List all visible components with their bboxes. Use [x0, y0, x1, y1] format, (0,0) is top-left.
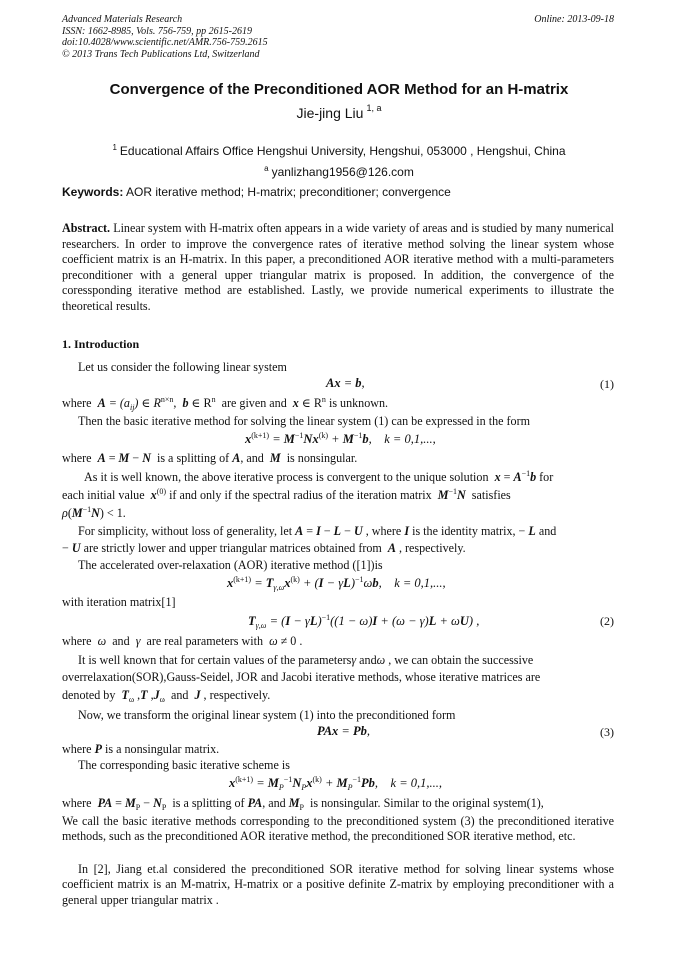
p9-mid: is a splitting of — [172, 796, 245, 810]
eq-number-3: (3) — [600, 725, 614, 739]
author-line — [0, 103, 678, 121]
intro-p6c: denoted by $T_\omega$ ,T $,J_\omega$ and J , respectively. — [62, 688, 271, 704]
spectral-condition: $\rho(M^{-1}N) < 1$. — [62, 505, 126, 520]
affiliation-text: Educational Affairs Office Hengshui University, Hengshui, 053000 , Hengshui, China — [119, 144, 566, 158]
affiliation — [0, 143, 678, 158]
author-name: Jie-jing Liu — [296, 105, 364, 121]
keywords-label: Keywords: — [62, 185, 124, 199]
where1-tail: are given and — [221, 396, 287, 410]
p4b-end: , respectively. — [398, 541, 466, 555]
intro-p8: The corresponding basic iterative scheme is — [78, 758, 290, 772]
copyright-line: © 2013 Trans Tech Publications Ltd, Switzerland — [62, 48, 260, 60]
p9-end: is nonsingular. Similar to the original system(1), — [310, 796, 544, 810]
abstract-label: Abstract. — [62, 221, 111, 235]
p3b-end: satisfies — [471, 488, 511, 502]
p4a-mid2: is the identity matrix, — [412, 524, 516, 538]
where2-end: is nonsingular. — [286, 451, 358, 465]
p6c-end: , respectively. — [203, 688, 271, 702]
equation-2: $T_{\gamma,\omega} = (I - \gamma L)^{-1}((1 - \omega)I + (\omega - \gamma)L + \omega U)$ , — [248, 613, 480, 630]
p6c-text: denoted by — [62, 688, 116, 702]
where1-end: is unknown. — [328, 396, 389, 410]
intro-p4b: − U are strictly lower and upper triangular matrices obtained from A , respectively. — [62, 541, 466, 555]
equation-1: Ax = b, — [326, 376, 365, 390]
issn-line: ISSN: 1662-8985, Vols. 756-759, pp 2615-2619 — [62, 25, 252, 37]
equation-aor-iter: $x^{(k+1)} = T_{\gamma,\omega}x^{(k)} + (I - \gamma L)^{-1}\omega b$, k = 0,1,..., — [227, 575, 446, 592]
p3a-text: As it is well known, the above iterative process is convergent to the unique solution — [84, 470, 489, 484]
abstract — [62, 221, 614, 315]
p6a-text: It is well known that for certain values of the parameters — [78, 653, 352, 667]
where-line-4: where PA = $M_P - N_P$ is a splitting of PA, and $M_P$ is nonsingular. Similar to the original system(1), — [62, 796, 544, 812]
where-line-2: where A = M − N is a splitting of A, and M is nonsingular. — [62, 451, 358, 465]
abstract-text: Linear system with H-matrix often appears in a wide variety of areas and is studied by many numerical researchers. In order to improve the convergence rates of iterative method solving the linear system whose coefficient matrix is an H-matrix. In this paper, a preconditioned AOR iterative method with a multi-parameters preconditioner with a general upper triangular matrix is proposed. In addition, the convergence of the coressponding iterative method are established. Lastly, we provide numerical experiments to illustrate the theoretical results. — [62, 221, 614, 313]
p7-where: is a nonsingular matrix. — [105, 742, 220, 756]
equation-3: PAx = Pb, — [317, 724, 370, 738]
where3-mid: and — [112, 634, 130, 648]
iteration-matrix-label: with iteration matrix[1] — [62, 595, 176, 609]
intro-p6b: overrelaxation(SOR),Gauss-Seidel, JOR and Jacobi iterative methods, whose iterative matrices are — [62, 670, 541, 684]
section-heading: 1. Introduction — [62, 337, 140, 351]
intro-p5: The accelerated over-relaxation (AOR) iterative method ([1])is — [78, 558, 383, 572]
equation-basic-iter: $x^{(k+1)} = M^{-1}Nx^{(k)} + M^{-1}b$, k = 0,1,..., — [245, 431, 436, 446]
email-sup: a — [264, 164, 269, 173]
eq-number-2: (2) — [600, 614, 614, 628]
intro-p9b: We call the basic iterative methods corresponding to the preconditioned system (3) the preconditioned iterative methods, such as the preconditioned AOR iterative method, the preconditioned SOR iterative method, etc. — [62, 814, 614, 844]
affiliation-sup: 1 — [112, 143, 117, 152]
doi-line: doi:10.4028/www.scientific.net/AMR.756-759.2615 — [62, 37, 268, 49]
eq-number-1: (1) — [600, 377, 614, 391]
p3b-mid: if and only if the spectral radius of the iteration matrix — [169, 488, 432, 502]
intro-p2: Then the basic iterative method for solving the linear system (1) can be expressed in the form — [78, 414, 531, 428]
p6c-and: and — [170, 688, 189, 702]
where-line-p: where P is a nonsingular matrix. — [62, 742, 220, 756]
where-line-1: where $A = (a_{ij})$ ∈ $R^{n\times n}$, b ∈ $R^n$ are given and x ∈ $R^n$ is unknown. — [62, 395, 389, 412]
p6a-and: and — [359, 653, 377, 667]
p6a-end: , we can obtain the successive — [388, 653, 534, 667]
journal-header — [62, 14, 268, 60]
p9-mid2: , and — [262, 796, 286, 810]
p4a-mid: , where — [365, 524, 402, 538]
intro-p6a: It is well known that for certain values of the parametersγ andω , we can obtain the successive — [78, 653, 534, 667]
online-date: Online: 2013-09-18 — [534, 14, 614, 25]
p4a-end: and — [538, 524, 557, 538]
email-line — [0, 164, 678, 179]
p4b-text: are strictly lower and upper triangular matrices obtained from — [83, 541, 382, 555]
p3b-text: each initial value — [62, 488, 145, 502]
intro-p1: Let us consider the following linear system — [78, 360, 287, 374]
p3a-end: for — [539, 470, 554, 484]
paper-title: Convergence of the Preconditioned AOR Method for an H-matrix — [109, 81, 569, 98]
intro-p3a: As it is well known, the above iterative process is convergent to the unique solution $x = A^{-1}b$ for — [84, 469, 554, 484]
where3-end: are real parameters with — [146, 634, 264, 648]
keywords — [62, 185, 451, 199]
p4a-text: For simplicity, without loss of generality, let — [78, 524, 293, 538]
intro-p4a: For simplicity, without loss of generality, let A = I − L − U , where I is the identity matrix, − L and — [78, 524, 557, 538]
equation-precond-iter: $x^{(k+1)} = M_P^{-1}N_Px^{(k)} + M_P^{-1}Pb$, k = 0,1,..., — [229, 775, 443, 792]
author-sup: 1, a — [366, 103, 382, 113]
where3-label: where — [62, 634, 92, 648]
where-line-3: where ω and γ are real parameters with ω ≠ 0 . — [62, 634, 303, 648]
intro-p7: Now, we transform the original linear system (1) into the preconditioned form — [78, 708, 456, 722]
journal-name: Advanced Materials Research — [62, 14, 183, 25]
keywords-text: AOR iterative method; H-matrix; preconditioner; convergence — [126, 185, 451, 199]
intro-p3b: each initial value $x^{(0)}$ if and only if the spectral radius of the iteration matrix $M^{-1}N$ satisfies — [62, 487, 511, 502]
where2-and: , and — [240, 451, 264, 465]
where2-mid: is a splitting of — [156, 451, 230, 465]
intro-p10: In [2], Jiang et.al considered the preconditioned SOR iterative method for solving linear systems whose coefficient matrix is an M-matrix, H-matrix or a positive definite Z-matrix by employing preconditioner with a general upper triangular matrix . — [62, 862, 614, 907]
email-text: yanlizhang1956@126.com — [271, 165, 414, 179]
